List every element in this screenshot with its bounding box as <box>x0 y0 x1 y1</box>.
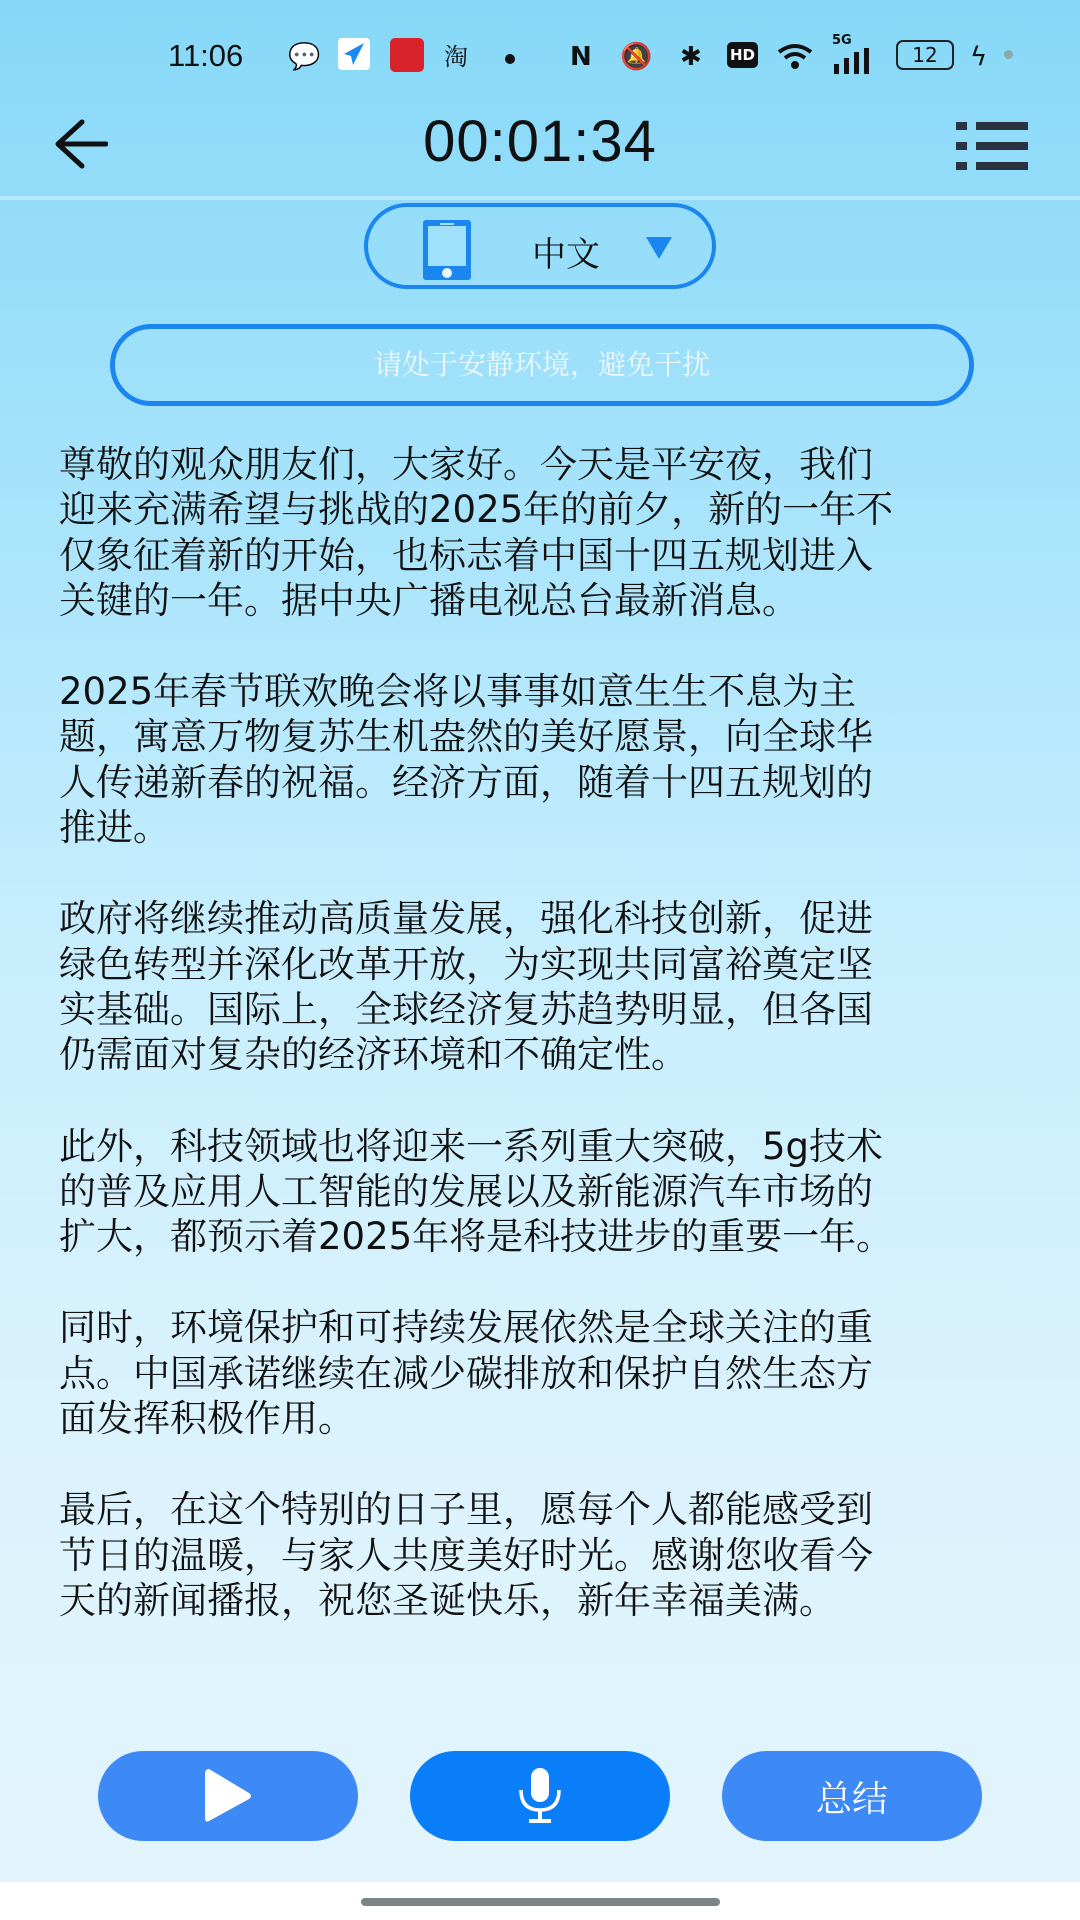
bluetooth-icon: ✱ <box>680 42 702 72</box>
hd-icon: HD <box>727 42 758 68</box>
dot-icon <box>1004 50 1013 59</box>
transcript-line: 2025年春节联欢晚会将以事事如意生生不息为主 <box>59 670 857 714</box>
transcript-line: 扩大，都预示着2025年将是科技进步的重要一年。 <box>59 1215 894 1259</box>
transcript-line: 仅象征着新的开始，也标志着中国十四五规划进入 <box>59 533 873 577</box>
transcript-line: 点。中国承诺继续在减少碳排放和保护自然生态方 <box>59 1351 873 1395</box>
transcript-line: 节日的温暖，与家人共度美好时光。感谢您收看今 <box>59 1533 873 1577</box>
wechat-icon: 💬 <box>288 42 321 72</box>
transcript-line: 仍需面对复杂的经济环境和不确定性。 <box>59 1033 688 1077</box>
language-selector[interactable] <box>364 203 716 289</box>
navigation-bar <box>0 1882 1080 1920</box>
summary-button[interactable] <box>722 1751 982 1841</box>
transcript-paragraph <box>59 896 1039 1077</box>
transcript-line: 迎来充满希望与挑战的2025年的前夕，新的一年不 <box>59 488 894 532</box>
elapsed-timer: 00:01:34 <box>423 109 657 174</box>
transcript-paragraph <box>59 1487 1039 1623</box>
notice-banner: 请处于安静环境，避免干扰 <box>110 324 974 406</box>
transcript-line: 推进。 <box>59 806 170 850</box>
charging-icon: ϟ <box>970 42 988 72</box>
transcript-line: 面发挥积极作用。 <box>59 1397 355 1441</box>
home-gesture-handle[interactable] <box>361 1898 720 1906</box>
transcript-line: 此外，科技领域也将迎来一系列重大突破，5g技术 <box>59 1124 884 1168</box>
header-divider <box>0 196 1080 200</box>
transcript-line: 实基础。国际上，全球经济复苏趋势明显，但各国 <box>59 987 873 1031</box>
battery-icon: 12 <box>896 40 954 70</box>
telegram-icon <box>338 38 370 70</box>
record-button[interactable] <box>410 1751 670 1841</box>
transcript-paragraph <box>59 1305 1039 1441</box>
play-icon <box>197 1765 259 1827</box>
transcript-line: 绿色转型并深化改革开放，为实现共同富裕奠定坚 <box>59 942 873 986</box>
caret-down-icon <box>646 237 672 259</box>
play-button[interactable] <box>98 1751 358 1841</box>
transcript-line: 同时，环境保护和可持续发展依然是全球关注的重 <box>59 1306 873 1350</box>
transcript-line: 政府将继续推动高质量发展，强化科技创新，促进 <box>59 897 873 941</box>
menu-button[interactable] <box>956 122 1028 170</box>
transcript-paragraph <box>59 1124 1039 1260</box>
transcript-paragraph <box>59 442 1039 623</box>
transcript-line: 题，寓意万物复苏生机盎然的美好愿景，向全球华 <box>59 715 873 759</box>
transcript-line: 关键的一年。据中央广播电视总台最新消息。 <box>59 578 799 622</box>
status-time: 11:06 <box>168 38 244 73</box>
status-bar <box>0 30 1080 84</box>
dot-icon <box>505 54 515 64</box>
transcript-line: 人传递新春的祝福。经济方面，随着十四五规划的 <box>59 760 873 804</box>
network-label: 5G <box>832 33 852 48</box>
mute-icon: 🔕 <box>620 42 653 72</box>
signal-5g-icon <box>832 34 876 76</box>
wifi-icon <box>775 40 815 81</box>
taobao-icon: 淘 <box>444 43 468 71</box>
nfc-icon: N <box>570 42 592 72</box>
summary-label: 总结 <box>815 1778 888 1820</box>
transcript-line: 最后，在这个特别的日子里，愿每个人都能感受到 <box>59 1488 873 1532</box>
transcript-text <box>59 442 1039 1669</box>
transcript-line: 尊敬的观众朋友们，大家好。今天是平安夜，我们 <box>59 443 873 486</box>
app-red-icon <box>390 38 424 72</box>
transcript-paragraph <box>59 669 1039 850</box>
language-label: 中文 <box>532 235 600 275</box>
list-icon <box>956 122 1028 170</box>
microphone-icon <box>515 1766 565 1826</box>
phone-icon <box>423 220 471 280</box>
transcript-line: 天的新闻播报，祝您圣诞快乐，新年幸福美满。 <box>59 1578 836 1622</box>
transcript-line: 的普及应用人工智能的发展以及新能源汽车市场的 <box>59 1169 873 1213</box>
